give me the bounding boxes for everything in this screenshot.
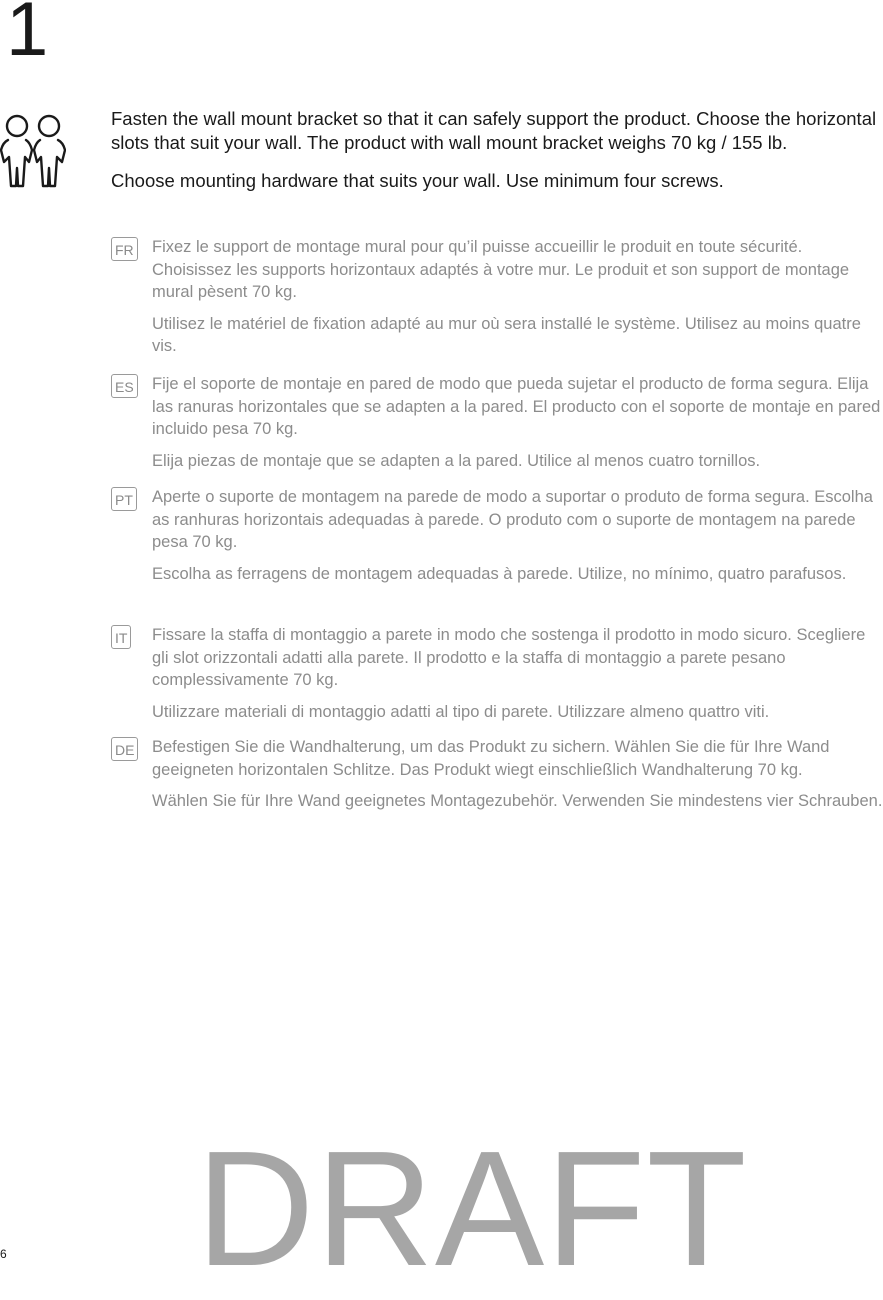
page-number: 6 (0, 1247, 7, 1261)
language-badge: PT (111, 487, 137, 511)
draft-watermark: DRAFT (196, 1117, 748, 1300)
translation-paragraph: Utilizzare materiali di montaggio adatti al tipo di parete. Utilizzare almeno quattro viti. (152, 702, 770, 721)
language-section-it (111, 624, 883, 723)
main-instructions (111, 107, 883, 193)
main-paragraph-weight: Fasten the wall mount bracket so that it can safely support the product. Choose the horizontal slots that suit your wall. The product with wall mount bracket weighs 70 kg / 155 lb. (111, 108, 877, 153)
two-people-icon (0, 112, 66, 188)
translation-paragraph: Elija piezas de montaje que se adapten a la pared. Utilice al menos cuatro tornillos. (152, 451, 761, 470)
language-section-pt (111, 486, 883, 585)
language-section-de (111, 736, 883, 813)
translation-paragraph: Aperte o suporte de montagem na parede de modo a suportar o produto de forma segura. Escolha as ranhuras horizontais adequadas à parede. O produto com o suporte de montagem na parede pesa 70 kg. (152, 488, 873, 551)
language-badge: FR (111, 237, 138, 261)
language-section-fr (111, 236, 883, 358)
main-paragraph-hardware: Choose mounting hardware that suits your wall. Use minimum four screws. (111, 170, 724, 191)
language-badge: DE (111, 737, 138, 761)
translation-paragraph: Fije el soporte de montaje en pared de modo que pueda sujetar el producto de forma segura. Elija las ranuras horizontales que se adapten a la pared. El producto con el soporte de montaje en pared incluido pesa 70 kg. (152, 375, 881, 438)
language-badge: ES (111, 374, 138, 398)
translation-paragraph: Fixez le support de montage mural pour qu’il puisse accueillir le produit en toute sécurité. Choisissez les supports horizontaux adaptés à votre mur. Le produit et son support de montage mural pèsent 70 kg. (152, 238, 850, 301)
language-badge: IT (111, 625, 131, 649)
translation-paragraph: Befestigen Sie die Wandhalterung, um das Produkt zu sichern. Wählen Sie die für Ihre Wand geeigneten horizontalen Schlitze. Das Produkt wiegt einschließlich Wandhalterung 70 kg. (152, 738, 830, 779)
translation-paragraph: Fissare la staffa di montaggio a parete in modo che sostenga il prodotto in modo sicuro. Scegliere gli slot orizzontali adatti alla parete. Il prodotto e la staffa di montaggio a parete pesano complessivamente 70 kg. (152, 626, 866, 689)
translation-paragraph: Escolha as ferragens de montagem adequadas à parede. Utilize, no mínimo, quatro parafusos. (152, 564, 847, 583)
translation-paragraph: Wählen Sie für Ihre Wand geeignetes Montagezubehör. Verwenden Sie mindestens vier Schrauben. (152, 792, 883, 810)
step-number: 1 (6, 0, 49, 72)
language-section-es (111, 373, 883, 472)
translation-paragraph: Utilisez le matériel de fixation adapté au mur où sera installé le système. Utilisez au moins quatre vis. (152, 314, 861, 355)
